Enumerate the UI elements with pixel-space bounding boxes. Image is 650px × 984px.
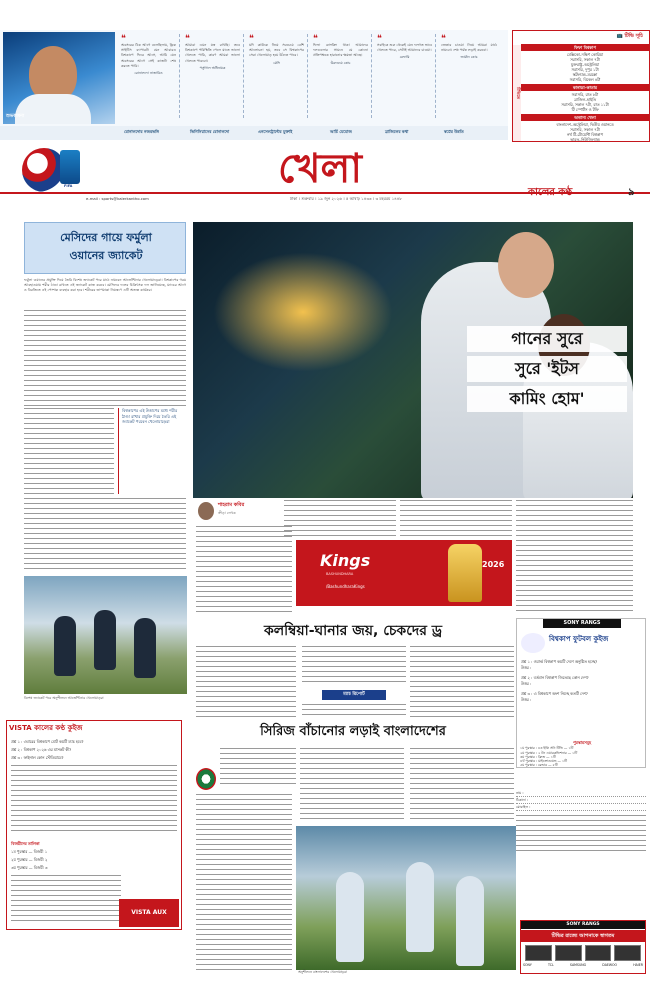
tv-line: সরাসরি, সকাল ৭টা	[570, 127, 600, 132]
sony-tagline: টিভির রাজ্যে আপনাকে স্বাগতম	[521, 930, 645, 942]
article1-headline-line: মেসিদের গায়ে ফর্মুলা	[60, 231, 152, 244]
article1-headline-box	[24, 222, 186, 274]
tv-line: টি স্পোর্টস ও টফি	[571, 107, 599, 112]
tv-schedule-box	[512, 30, 650, 142]
kings-sub: BASHUNDHARA	[326, 572, 354, 576]
article2-col	[196, 646, 296, 720]
vista-line: ১ম পুরস্কার — বিজয়ী ১	[11, 849, 48, 854]
article1-photo	[24, 576, 187, 694]
quote-card: ❝ যদি কাউকে নিয়ে সবচেয়ে বেশি আলোচনা হয়, তবে সে বিশ্বকাপের সেরা খেলোয়াড় হয়ে উঠতে পারে। মেসি	[246, 34, 308, 118]
brand-name: SONY	[523, 963, 532, 967]
article1-headline-line: ওয়ানের জ্যাকেট	[69, 249, 143, 262]
tv-line: মেক্সিকো–দক্ষিণ কোরিয়া	[566, 52, 604, 57]
vista-line: প্রশ্ন ৩ : ফাইনাল কোন স্টেডিয়ামে?	[11, 755, 64, 760]
brand-name: TCL	[548, 963, 554, 967]
author-avatar	[198, 502, 214, 520]
quote-signature: মেসি	[273, 60, 280, 65]
tv-line: সরাসরি, রাত ৮টা	[571, 92, 599, 97]
quote-text: ফিফা র‍্যাংকিং থাকা আমাদের দলগুলোর সামনে যে কোনো প্রতিপক্ষকে হারানোর ক্ষমতা আছে।	[313, 43, 368, 58]
author-byline	[196, 500, 280, 522]
tv-line: সরাসরি, সকাল ৭টা, রাত ১১টা	[561, 102, 609, 107]
sony-rangs-advert[interactable]	[520, 920, 646, 974]
quote-signature: উরুগুয়ে কোচ	[330, 60, 351, 65]
form-address-field[interactable]: ঠিকানা :	[516, 797, 646, 804]
quiz-answer-label: উত্তর :	[521, 681, 532, 686]
quiz-question: প্রশ্ন ১ : ওয়ার্ল্ড বিশ্বকাপ কয়টি দেশে অনুষ্ঠিত হচ্ছে?	[521, 659, 598, 664]
article1-callout	[118, 408, 186, 494]
quote-signature: রোনালদো নাজারিও	[134, 71, 163, 76]
article3-photo	[296, 826, 516, 970]
tv-side-label: টিভিতে	[513, 45, 521, 141]
quote-card: ❝ সবাইকে শুরু থেকেই যেন দলগত ভাবে খেলতে পারে, সেটাই আমাদের চাওয়া। রেফারি	[374, 34, 436, 118]
tv-line: ব্রাজিল–হাইতি	[573, 97, 597, 102]
world-cup-trophy-icon	[60, 150, 80, 184]
quote-text: জেতার চাওয়া নিয়ে আমরা মাঠে নামবো। শেষ পর্যন্ত লড়াই করবো।	[441, 43, 497, 53]
slogan-bar	[0, 126, 508, 140]
contact-email[interactable]: e-mail : sports@kalerkantho.com	[86, 196, 149, 201]
prize-row: ৩য় পুরস্কার : ফ্রিজ — ১টি	[520, 754, 556, 759]
article2-col	[302, 704, 406, 718]
vista-line: প্রশ্ন ১ : এবারের বিশ্বকাপে মোট কয়টি ম্যাচ হবে?	[11, 739, 84, 744]
article1-caption: বিশেষ জ্যাকেট পরে অনুশীলনে আর্জেন্টিনার খেলোয়াড়রা	[24, 696, 104, 700]
hero-headline	[467, 326, 627, 416]
article1-lead: ফর্মুলা ওয়ানের প্রযুক্তি দিয়ে তৈরি বিশেষ জ্যাকেট পরে মাঠে নামবেন আর্জেন্টিনার খেলোয়াড়েরা। বিশ্বকাপের গরম আবহাওয়ায় শরীর ঠাণ্ডা রাখতে এই জ্যাকেট কাজ করবে। মেসিদের দলের চিকিৎসক দল জানিয়েছে, ম্যাচের আগে ও বিরতিতে এই পোশাক ব্যবহার করা হবে। শরীরের তাপমাত্রা নিয়ন্ত্রণে এটি অত্যন্ত কার্যকর।	[24, 278, 186, 293]
quote-signature: পর্তুগাল অধিনায়ক	[199, 65, 226, 70]
edition-date: ঢাকা । শুক্রবার । ১৯ জুন ২০২৬ । ৫ আষাঢ় ১৪৩৩ । ৩ মহররম ১৪৪৮	[290, 196, 402, 201]
quote-text: অবসরের ঠিক আগে বলেছিলাম, ফ্লিক সাইটিস ব্যাপারটা যেন আবারও বিশ্বকাপে ফিরে আসে, আমি যেন অবসরের আগে সেই কাজটা শেষ করতে পারি।	[121, 43, 176, 68]
prize-row: ২য় পুরস্কার : ২ টন এয়ারকন্ডিশনার — ১টি	[520, 750, 578, 755]
trophy-icon	[448, 544, 482, 602]
slogan: এনসেলট্রান্টের মুক্তাই	[258, 129, 293, 134]
quote-text: সবাইকে শুরু থেকেই যেন দলগত ভাবে খেলতে পারে, সেটাই আমাদের চাওয়া।	[377, 43, 432, 53]
hero-headline-line: গানের সুরে	[467, 326, 627, 352]
vista-header: VISTA কালের কণ্ঠ কুইজ	[7, 721, 181, 735]
hero-body-col	[196, 526, 292, 614]
sony-brand-list	[523, 963, 643, 967]
tv-band: অন্যান্য খেলা	[521, 114, 649, 121]
prize-row: ৪র্থ পুরস্কার : মাইক্রোওয়েভ — ১টি	[520, 759, 567, 763]
vista-quiz-box	[6, 720, 182, 930]
article3-col	[220, 748, 296, 788]
quiz-question: প্রশ্ন ৩ : এ বিশ্বকাপে অংশ নিচ্ছে কতটি দেশ?	[521, 691, 588, 696]
vista-brand-badge: VISTA AUX	[119, 899, 179, 927]
quiz-title: বিশ্বকাপ ফুটবল কুইজ	[549, 635, 609, 643]
hero-headline-line: সুরে 'ইটস	[467, 356, 627, 382]
kings-advert[interactable]	[296, 540, 512, 606]
page-number: ৯	[628, 187, 635, 198]
callout-text: বিশ্বকাপের এই উত্তাপের মধ্যে শরীর ঠাণ্ডা রাখার প্রযুক্তি দিয়ে তৈরি এই জ্যাকেট পরবেন খেলোয়াড়েরা	[122, 408, 178, 425]
tv-line: সরাসরি, দুপুর ১টা	[571, 67, 599, 72]
quote-text: আমারা এমন যত্ন রাখছি। তবে বিশ্বকাপে পরিস্থিতি পেলে যাতে ভালো খেলতে পারি, কারণ আমরা ভালো খেলতে পারবো।	[185, 43, 240, 63]
slogan: আর্চি মেমোজ	[330, 129, 352, 134]
quiz-question: প্রশ্ন ২ : বর্তমান বিশ্বকাপ জিতেছে কোন দেশ?	[521, 675, 589, 680]
form-mobile-field[interactable]: মোবাইল :	[516, 804, 646, 811]
article2-col	[410, 646, 514, 720]
hero-body-col	[284, 500, 396, 538]
ronaldo-photo	[3, 32, 115, 124]
strip-label: শুভকামনা	[6, 114, 25, 119]
tv-line: যুক্তরাষ্ট্র–অস্ট্রেলিয়া	[570, 62, 600, 67]
article3-col	[300, 748, 404, 822]
article2-col	[302, 646, 406, 686]
quote-text: যদি কাউকে নিয়ে সবচেয়ে বেশি আলোচনা হয়, তবে সে বিশ্বকাপের সেরা খেলোয়াড় হয়ে উঠতে পারে।	[249, 43, 304, 58]
hero-body-col	[516, 500, 633, 612]
quiz-prizes	[520, 740, 644, 786]
tv-schedule-title	[513, 31, 649, 42]
section-brand: খেলা	[278, 146, 362, 192]
article3-caption: অনুশীলনে বাংলাদেশের খেলোয়াড়রা	[298, 970, 347, 974]
vista-winners-title: বিজয়ীদের তালিকা	[11, 841, 40, 846]
tv-icon: 📺	[616, 33, 625, 39]
vista-line: ২য় পুরস্কার — বিজয়ী ২	[11, 857, 48, 862]
kings-logo: Kings	[320, 551, 371, 570]
article3-col	[196, 794, 292, 970]
author-name: শাহরাম কবির	[218, 502, 245, 508]
form-name-field[interactable]: নাম :	[516, 790, 646, 797]
quote-card: ❝ অবসরের ঠিক আগে বলেছিলাম, ফ্লিক সাইটিস ব্যাপারটা যেন আবারও বিশ্বকাপে ফিরে আসে, আমি যেন অবসরের আগে সেই কাজটা শেষ করতে পারি। রোনালদো নাজারিও	[118, 34, 180, 118]
tv-band: কানাডা–কাতার	[521, 84, 649, 91]
quote-card: ❝ আমারা এমন যত্ন রাখছি। তবে বিশ্বকাপে পরিস্থিতি পেলে যাতে ভালো খেলতে পারি, কারণ আমরা ভালো খেলতে পারবো। পর্তুগাল অধিনায়ক	[182, 34, 244, 118]
vista-line: ৩য় পুরস্কার — বিজয়ী ৩	[11, 865, 48, 870]
quiz-answer-label: উত্তর :	[521, 665, 532, 670]
slogan: ভিনিসিয়াসের রোনালদো	[190, 129, 230, 134]
brand-name: HAIER	[633, 963, 643, 967]
vista-line: প্রশ্ন ২ : বিশ্বকাপ ২০২৬ এর মাসকট কী?	[11, 747, 72, 752]
quiz-entry-form[interactable]	[516, 790, 646, 848]
tv-line: সরাসরি, সকাল ৭টা	[570, 57, 600, 62]
quote-signature: জার্মান কোচ	[460, 55, 478, 60]
article2-headline: কলম্বিয়া-ঘানার জয়, চেকদের ড্র	[263, 623, 443, 639]
tv-band: ফিফা বিশ্বকাপ	[521, 44, 649, 51]
brand-name: SAMSUNG	[569, 963, 587, 967]
tv-line: নর্থ টি-টোয়েন্টি বিশ্বকাপ	[567, 132, 603, 137]
tv-icons	[525, 945, 641, 961]
paper-name: কালের কণ্ঠ	[528, 187, 573, 198]
hero-body-col	[400, 500, 512, 538]
brand-name: DAEWOO	[602, 963, 618, 967]
quiz-sponsor: SONY RANGS	[543, 619, 621, 628]
slogan: রোনালদোর নজরভঙ্গি	[124, 129, 159, 134]
kings-tagline: /BashundharaKings	[326, 584, 365, 589]
prize-row: ১ম পুরস্কার : ৪৩ ইঞ্চি সনি টিভি — ১টি	[520, 746, 574, 751]
fifa-mark: FIFA	[64, 184, 73, 188]
football-icon	[521, 633, 545, 653]
quote-signature: রেফারি	[399, 55, 410, 60]
author-role: ক্রীড়া লেখক	[218, 511, 236, 515]
prize-row: ৫ম পুরস্কার : ব্লেন্ডার — ৫টি	[520, 763, 558, 768]
hero-headline-line: কামিং হোম'	[467, 386, 627, 412]
kings-year: 2026	[482, 560, 505, 569]
cricket-badge-icon	[196, 768, 216, 790]
tv-line: স্কটল্যান্ড–মরক্কো	[572, 72, 598, 77]
tv-line: সরাসরি, বিকেল ৪টা	[569, 77, 601, 82]
quiz-answer-label: উত্তর :	[521, 697, 532, 702]
slogan: ব্রাজিলের কথা	[385, 129, 409, 134]
quote-card: ❝ জেতার চাওয়া নিয়ে আমরা মাঠে নামবো। শেষ পর্যন্ত লড়াই করবো। জার্মান কোচ	[441, 34, 497, 60]
tv-header-text: টিভি সূচি	[624, 33, 643, 39]
match-report-tag: ম্যাচ রিপোর্ট	[322, 690, 386, 700]
tv-line: বাংলাদেশ–অস্ট্রেলিয়া, দ্বিতীয় ওয়ানডে	[556, 122, 614, 127]
tv-line: ভারত–নিউজিল্যান্ড	[570, 137, 600, 142]
slogan: স্বপ্নের উন্নতি	[444, 129, 464, 134]
prize-title: পুরস্কারসমূহ	[572, 740, 592, 745]
article3-col	[410, 748, 514, 822]
sony-brand: SONY RANGS	[521, 921, 645, 929]
quote-card: ❝ ফিফা র‍্যাংকিং থাকা আমাদের দলগুলোর সামনে যে কোনো প্রতিপক্ষকে হারানোর ক্ষমতা আছে। উরুগুয়ে কোচ	[310, 34, 372, 118]
article3-headline: সিরিজ বাঁচানোর লড়াই বাংলাদেশের	[260, 724, 446, 739]
